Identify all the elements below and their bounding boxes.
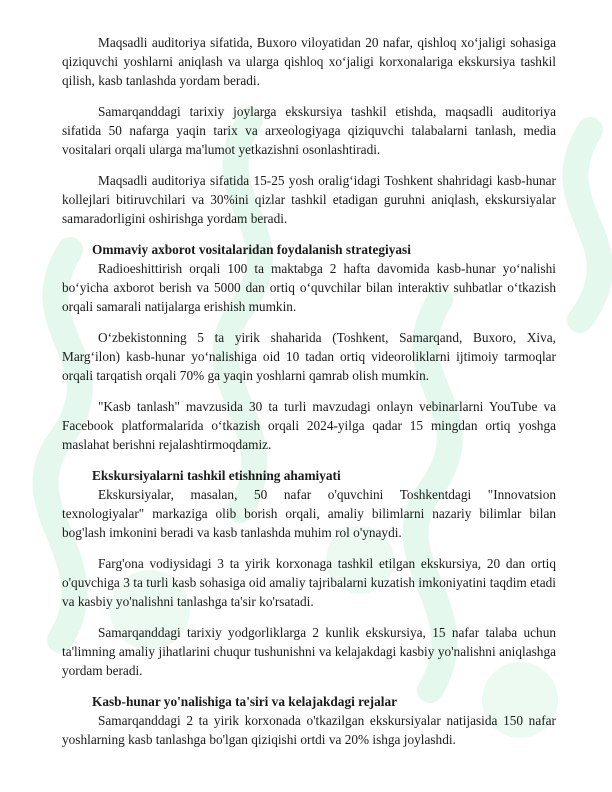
paragraph: Ekskursiyalar, masalan, 50 nafar o'quvchini Toshkentdagi "Innovatsion texnologiyalar" markaziga olib borish orqali, amaliy bilimlarni nazariy bilimlar bilan bog'lash imkonini beradi va kasb tanlashda muhim rol o'ynaydi. <box>62 487 556 540</box>
paragraph: Farg'ona vodiysidagi 3 ta yirik korxonaga tashkil etilgan ekskursiya, 20 dan ortiq o'quvchiga 3 ta turli kasb sohasiga oid amaliy tajribalarni kuzatish imkoniyatini taqdim etadi va kasbiy yo'nalishni tanlashga ta'sir ko'rsatadi. <box>62 556 556 609</box>
section-heading: Ekskursiyalarni tashkil etishning ahamiyati <box>92 468 341 483</box>
paragraph: Samarqanddagi tarixiy joylarga ekskursiya tashkil etishda, maqsadli auditoriya sifatida 50 nafarga yaqin tarix va arxeologiyaga qiziquvchi talabalarni tanlash, media vositalari orqali ularga ma'lumot yetkazishni osonlashtiradi. <box>62 104 556 157</box>
paragraph: Maqsadli auditoriya sifatida 15-25 yosh oralig‘idagi Toshkent shahridagi kasb-hunar kollejlari bitiruvchilari va 30%ini qizlar tashkil etadigan guruhni aniqlash, ekskursiyalar samaradorligini oshirishga yordam beradi. <box>62 173 556 226</box>
paragraph: Samarqanddagi tarixiy yodgorliklarga 2 kunlik ekskursiya, 15 nafar talaba uchun ta'limning amaliy jihatlarini chuqur tushunishni va kelajakdagi kasbiy yo'nalishni aniqlashga yordam beradi. <box>62 625 556 678</box>
document-body <box>62 33 556 761</box>
paragraph: Maqsadli auditoriya sifatida, Buxoro viloyatidan 20 nafar, qishloq xo‘jaligi sohasiga qiziquvchi yoshlarni aniqlash va ularga qishloq xo‘jaligi korxonalariga ekskursiya tashkil qilish, kasb tanlashda yordam beradi. <box>62 35 556 88</box>
paragraph: "Kasb tanlash" mavzusida 30 ta turli mavzudagi onlayn vebinarlarni YouTube va Facebook platformalarida o‘tkazish orqali 2024-yilga qadar 15 mingdan ortiq yoshga maslahat berishni rejalashtirmoqdamiz. <box>62 399 556 452</box>
section-heading: Ommaviy axborot vositalaridan foydalanish strategiyasi <box>92 242 411 257</box>
paragraph: O‘zbekistonning 5 ta yirik shaharida (Toshkent, Samarqand, Buxoro, Xiva, Marg‘ilon) kasb-hunar yo‘nalishiga oid 10 tadan ortiq videoroliklarni ijtimoiy tarmoqlar orqali tarqatish orqali 70% ga yaqin yoshlarni qamrab olish mumkin. <box>62 330 556 383</box>
paragraph: Radioeshittirish orqali 100 ta maktabga 2 hafta davomida kasb-hunar yo‘nalishi bo‘yicha axborot berish va 5000 dan ortiq o‘quvchilar bilan interaktiv suhbatlar o‘tkazish orqali samarali natijalarga erishish mumkin. <box>62 261 556 314</box>
section-heading: Kasb-hunar yo'nalishiga ta'siri va kelajakdagi rejalar <box>92 694 398 709</box>
paragraph: Samarqanddagi 2 ta yirik korxonada o'tkazilgan ekskursiyalar natijasida 150 nafar yoshlarning kasb tanlashga bo'lgan qiziqishi ortdi va 20% ishga joylashdi. <box>62 713 556 747</box>
